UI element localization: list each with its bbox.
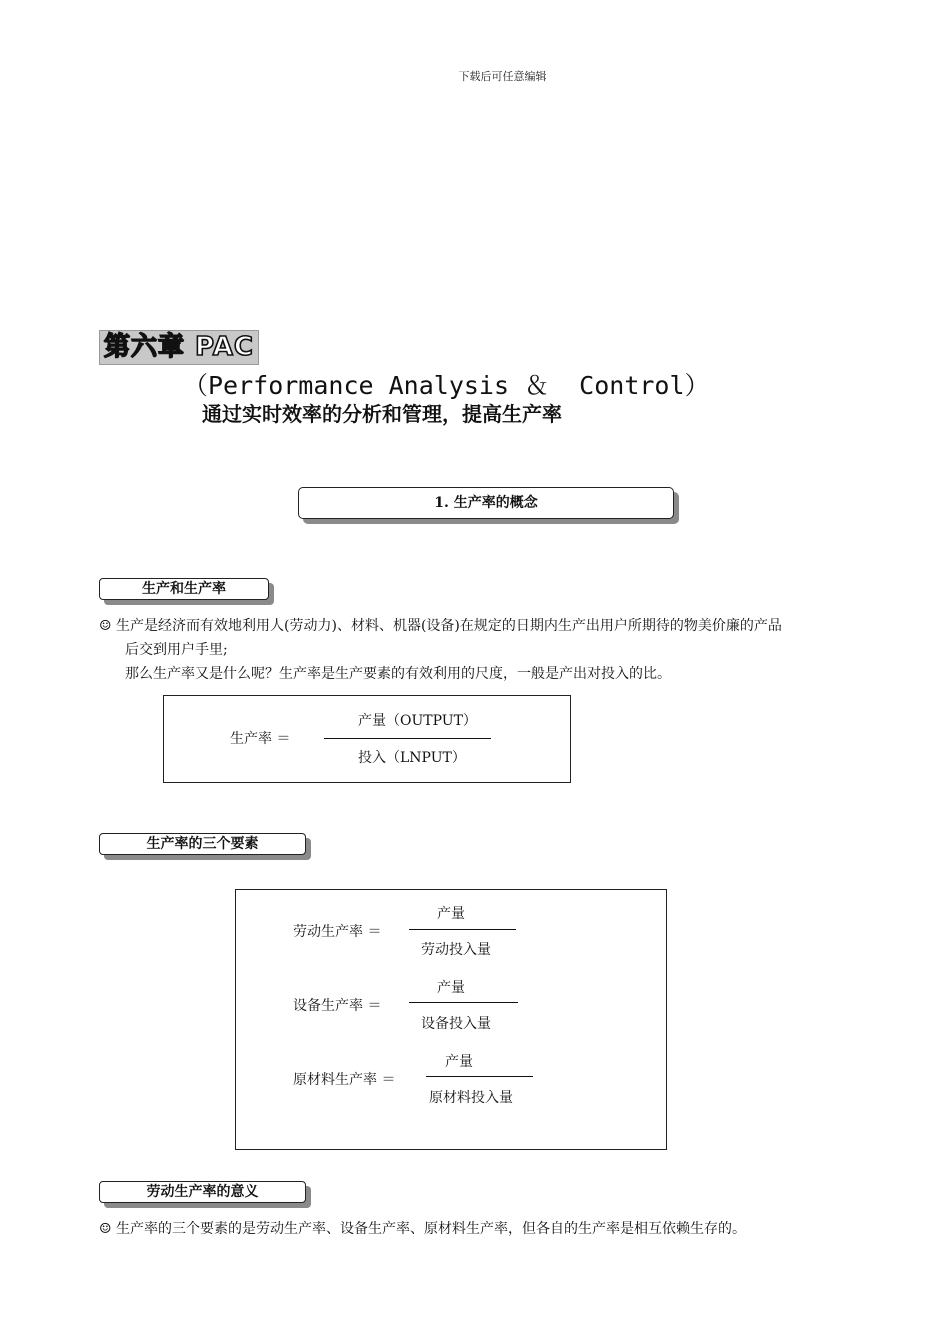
labor-formula-numerator: 产量 — [437, 906, 465, 922]
fraction-line — [409, 1002, 518, 1003]
fraction-line — [324, 738, 491, 739]
material-formula-numerator: 产量 — [445, 1054, 473, 1070]
equipment-formula-label: 设备生产率 ＝ — [293, 998, 382, 1014]
tag-three-elements: 生产率的三个要素 — [99, 833, 306, 855]
paragraph-three-elements — [99, 1217, 919, 1241]
tag-labor-productivity-meaning: 劳动生产率的意义 — [99, 1181, 306, 1203]
chapter-subtitle-english: （Performance Analysis ＆ Control） — [183, 371, 710, 400]
equipment-formula-numerator: 产量 — [437, 980, 465, 996]
equipment-formula-denominator: 设备投入量 — [421, 1016, 491, 1032]
labor-formula-denominator: 劳动投入量 — [421, 942, 491, 958]
chapter-subtitle-chinese: 通过实时效率的分析和管理，提高生产率 — [202, 402, 562, 426]
section-heading-box: 1. 生产率的概念 — [298, 487, 674, 519]
paragraph-production-definition — [99, 614, 919, 686]
labor-formula-label: 劳动生产率 ＝ — [293, 924, 382, 940]
fraction-line — [426, 1076, 533, 1077]
formula-numerator: 产量（OUTPUT） — [358, 713, 477, 729]
three-formulas-box — [235, 889, 667, 1150]
paragraph-text: 生产率的三个要素的是劳动生产率、设备生产率、原材料生产率，但各自的生产率是相互依赖生存的。 — [116, 1221, 747, 1237]
productivity-formula-box — [163, 695, 571, 783]
smiley-icon: ☺ — [99, 1221, 112, 1237]
formula-denominator: 投入（LNPUT） — [358, 750, 466, 766]
tag-production-and-productivity: 生产和生产率 — [99, 578, 269, 600]
paragraph-line-1: 生产是经济而有效地利用人(劳动力)、材料、机器(设备)在规定的日期内生产出用户所期待的物美价廉的产品 — [116, 618, 782, 634]
fraction-line — [409, 929, 516, 930]
smiley-icon: ☺ — [99, 618, 112, 634]
chapter-title-badge: 第六章 PAC — [99, 330, 259, 365]
material-formula-denominator: 原材料投入量 — [429, 1090, 513, 1106]
material-formula-label: 原材料生产率 ＝ — [293, 1072, 396, 1088]
header-note: 下载后可任意编辑 — [458, 70, 547, 83]
formula-label: 生产率 ＝ — [230, 731, 291, 747]
paragraph-line-3: 那么生产率又是什么呢？生产率是生产要素的有效利用的尺度，一般是产出对投入的比。 — [125, 666, 671, 682]
paragraph-line-2: 后交到用户手里; — [125, 642, 228, 658]
